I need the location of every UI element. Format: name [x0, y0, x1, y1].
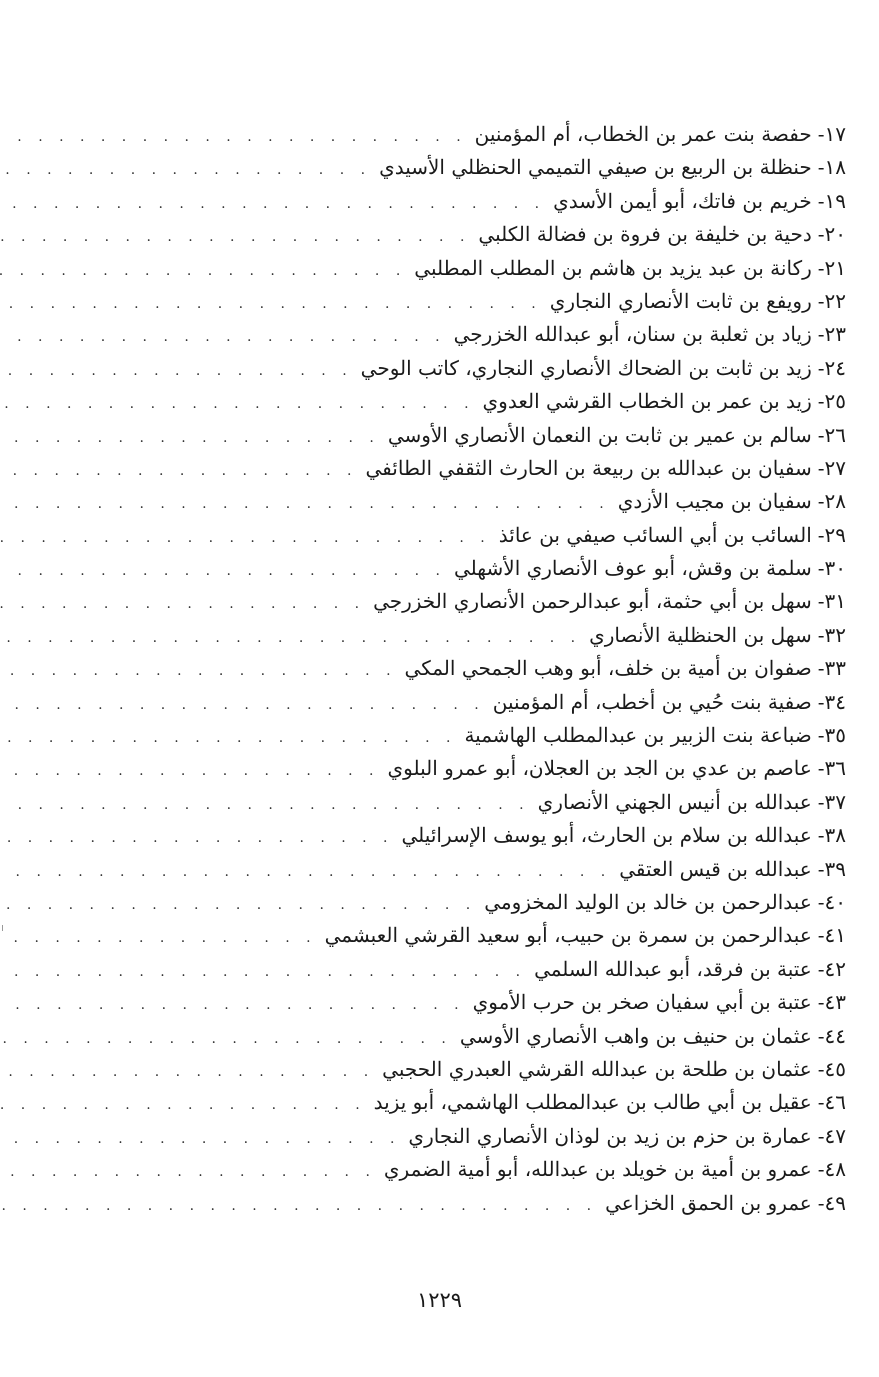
entry-number: ٢٩-	[817, 522, 846, 547]
entry-title: ضباعة بنت الزبير بن عبدالمطلب الهاشمية	[464, 723, 812, 748]
margin-mark	[2, 925, 3, 931]
page-number: ١٢٢٩	[416, 1288, 463, 1312]
toc-entry	[128, 385, 846, 418]
dot-leader	[0, 555, 454, 588]
entry-title: دحية بن خليفة بن فروة بن فضالة الكلبي	[478, 222, 812, 247]
entry-title: زياد بن ثعلبة بن سنان، أبو عبدالله الخزرجي	[453, 322, 812, 347]
entry-title: عقيل بن أبي طالب بن عبدالمطلب الهاشمي، أبو يزيد	[373, 1090, 812, 1115]
dot-leader	[0, 355, 361, 388]
entry-number: ٣٠-	[817, 556, 846, 581]
entry-title: سلمة بن وقش، أبو عوف الأنصاري الأشهلي	[454, 556, 812, 581]
toc-entry	[128, 452, 846, 485]
dot-leader	[0, 188, 553, 221]
entry-number: ٢٧-	[817, 455, 846, 480]
entry-number: ٤٢-	[817, 956, 846, 981]
entry-title: عاصم بن عدي بن الجد بن العجلان، أبو عمرو البلوي	[387, 756, 812, 781]
toc-entry	[128, 986, 846, 1019]
entry-number: ٤٤-	[817, 1023, 846, 1048]
entry-number: ٢٢-	[817, 288, 846, 313]
entry-number: ١٧-	[817, 122, 846, 146]
toc-entry	[128, 552, 846, 585]
dot-leader	[0, 422, 388, 455]
entry-title: سفيان بن عبدالله بن ربيعة بن الحارث الثقفي الطائفي	[365, 455, 812, 480]
dot-leader	[0, 388, 483, 421]
toc-entry	[128, 218, 846, 251]
toc-entry	[128, 1086, 846, 1119]
toc-entry	[128, 953, 846, 986]
dot-leader	[0, 655, 405, 688]
toc-entry	[128, 485, 846, 518]
dot-leader	[0, 1156, 384, 1189]
toc-entry	[128, 419, 846, 452]
entry-title: عمرو بن أمية بن خويلد بن عبدالله، أبو أمية الضمري	[383, 1157, 812, 1182]
entry-title: سالم بن عمير بن ثابت بن النعمان الأنصاري الأوسي	[387, 422, 812, 447]
entry-title: حنظلة بن الربيع بن صيفي التميمي الحنظلي الأسيدي	[379, 155, 812, 180]
entry-title: عثمان بن طلحة بن عبدالله القرشي العبدري الحجبي	[382, 1056, 812, 1081]
toc-entry	[128, 185, 846, 218]
toc-entry	[128, 151, 846, 184]
entry-title: ركانة بن عبد يزيد بن هاشم بن المطلب المطلبي	[414, 255, 812, 280]
entry-number: ١٨-	[817, 155, 846, 180]
toc-entry	[128, 886, 846, 919]
entry-number: ٤١-	[817, 923, 846, 948]
dot-leader	[0, 1190, 605, 1223]
dot-leader	[0, 255, 414, 288]
entry-title: عبدالله بن قيس العتقي	[619, 856, 812, 881]
entry-number: ٤٩-	[817, 1190, 846, 1215]
toc-entry	[128, 352, 846, 385]
dot-leader	[0, 722, 464, 755]
dot-leader	[0, 856, 619, 889]
entry-number: ٤٨-	[817, 1157, 846, 1182]
dot-leader	[0, 956, 534, 989]
entry-title: عمارة بن حزم بن زيد بن لوذان الأنصاري النجاري	[408, 1123, 812, 1148]
entry-number: ٢٦-	[817, 422, 846, 447]
entry-title: صفوان بن أمية بن خلف، أبو وهب الجمحي المكي	[404, 656, 812, 681]
entry-number: ٢٠-	[817, 222, 846, 247]
entry-title: سفيان بن مجيب الأزدي	[617, 489, 812, 514]
toc-entry	[128, 1187, 846, 1220]
entry-title: حفصة بنت عمر بن الخطاب، أم المؤمنين	[474, 122, 812, 146]
entry-title: عبدالرحمن بن خالد بن الوليد المخزومي	[484, 889, 812, 914]
toc-entry	[128, 652, 846, 685]
entry-number: ٢٤-	[817, 355, 846, 380]
entry-title: صفية بنت حُيي بن أخطب، أم المؤمنين	[492, 689, 812, 714]
toc-entry	[128, 252, 846, 285]
entry-title: زيد بن ثابت بن الضحاك الأنصاري النجاري، كاتب الوحي	[360, 355, 812, 380]
table-of-contents	[128, 118, 846, 1220]
toc-entry	[128, 318, 846, 351]
dot-leader	[0, 522, 499, 555]
toc-entry	[128, 819, 846, 852]
entry-title: سهل بن الحنظلية الأنصاري	[589, 622, 812, 647]
entry-number: ٣٢-	[817, 622, 846, 647]
entry-title: عتبة بن فرقد، أبو عبدالله السلمي	[534, 956, 812, 981]
entry-title: عثمان بن حنيف بن واهب الأنصاري الأوسي	[459, 1023, 812, 1048]
toc-entry	[128, 1120, 846, 1153]
entry-number: ٣١-	[817, 589, 846, 614]
entry-number: ٣٧-	[817, 789, 846, 814]
dot-leader	[0, 321, 454, 354]
dot-leader	[0, 1023, 460, 1056]
toc-entry	[128, 285, 846, 318]
toc-entry	[128, 619, 846, 652]
entry-title: رويفع بن ثابت الأنصاري النجاري	[549, 288, 812, 313]
entry-number: ٢١-	[817, 255, 846, 280]
dot-leader	[0, 488, 618, 521]
dot-leader	[0, 889, 484, 922]
entry-number: ٢٣-	[817, 322, 846, 347]
entry-number: ٣٦-	[817, 756, 846, 781]
toc-entry	[128, 719, 846, 752]
toc-entry	[128, 1020, 846, 1053]
dot-leader	[0, 1123, 408, 1156]
dot-leader	[0, 622, 589, 655]
entry-title: خريم بن فاتك، أبو أيمن الأسدي	[553, 188, 812, 213]
entry-title: عبدالله بن أنيس الجهني الأنصاري	[537, 789, 812, 814]
entry-number: ٤٠-	[817, 889, 846, 914]
dot-leader	[0, 755, 387, 788]
dot-leader	[0, 455, 366, 488]
dot-leader	[0, 922, 325, 955]
entry-title: عتبة بن أبي سفيان صخر بن حرب الأموي	[472, 990, 812, 1015]
entry-title: زيد بن عمر بن الخطاب القرشي العدوي	[482, 389, 812, 414]
entry-number: ٤٦-	[817, 1090, 846, 1115]
toc-entry	[128, 686, 846, 719]
toc-entry	[128, 1153, 846, 1186]
dot-leader	[0, 288, 550, 321]
dot-leader	[0, 588, 373, 621]
toc-entry	[128, 118, 846, 151]
dot-leader	[0, 1089, 374, 1122]
toc-entry	[128, 786, 846, 819]
entry-number: ٤٣-	[817, 990, 846, 1015]
dot-leader	[0, 1056, 382, 1089]
entry-number: ٣٤-	[817, 689, 846, 714]
entry-number: ٤٧-	[817, 1123, 846, 1148]
entry-number: ٢٨-	[817, 489, 846, 514]
toc-entry	[128, 853, 846, 886]
entry-number: ٣٥-	[817, 723, 846, 748]
entry-number: ٣٣-	[817, 656, 846, 681]
entry-title: عبدالله بن سلام بن الحارث، أبو يوسف الإسرائيلي	[401, 823, 812, 848]
dot-leader	[0, 221, 478, 254]
toc-entry	[128, 519, 846, 552]
toc-entry	[128, 919, 846, 952]
toc-entry	[128, 1053, 846, 1086]
entry-number: ١٩-	[817, 188, 846, 213]
dot-leader	[0, 989, 473, 1022]
entry-number: ٤٥-	[817, 1056, 846, 1081]
toc-entry	[128, 585, 846, 618]
entry-title: السائب بن أبي السائب صيفي بن عائذ	[498, 522, 812, 547]
entry-number: ٣٩-	[817, 856, 846, 881]
entry-title: عبدالرحمن بن سمرة بن حبيب، أبو سعيد القرشي العبشمي	[324, 923, 812, 948]
entry-number: ٢٥-	[817, 389, 846, 414]
entry-number: ٣٨-	[817, 823, 846, 848]
dot-leader	[0, 154, 379, 187]
dot-leader	[0, 789, 538, 822]
dot-leader	[0, 689, 493, 722]
dot-leader	[0, 121, 475, 154]
entry-title: سهل بن أبي حثمة، أبو عبدالرحمن الأنصاري الخزرجي	[373, 589, 812, 614]
entry-title: عمرو بن الحمق الخزاعي	[605, 1190, 812, 1215]
toc-entry	[128, 752, 846, 785]
dot-leader	[0, 822, 402, 855]
